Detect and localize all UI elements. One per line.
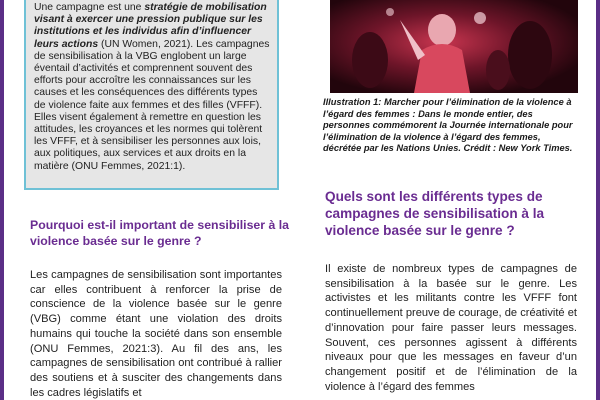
paragraph: Il existe de nombreux types de campagnes de sensibilisation à la basée sur le genre. Les activistes et les militants contre les VFFF font continuellement preuve de courage, de créativité et d’innovation pour faire passer leurs messages. Souvent, ces personnes agissent à différents niveaux pour que les messages en faveur d’un changement positif et de l’élimination de la violence à l’égard des femmes	[325, 263, 577, 393]
caption-label: Illustration 1	[323, 97, 379, 107]
definition-rest: (UN Women, 2021). Les campagnes de sensibilisation à la VBG englobent un large éventail d’activités et comprennent souvent des efforts pour accroître les connaissances sur les causes et les conséquences des différents types de violence faite aux femmes et des filles (VFFF). Elles visent également à remettre en question les attitudes, les croyances et les normes qui tolèrent les VFFF, et à sensibiliser les personnes aux lois, aux politiques, aux services et aux droits en la matière (ONU Femmes, 2021:1).	[34, 38, 270, 172]
illustration-caption	[323, 97, 581, 155]
body-text-types	[325, 262, 577, 394]
definition-intro: Une campagne est une	[34, 2, 145, 13]
section-heading-importance: Pourquoi est-il important de sensibiliser à la violence basée sur le genre ?	[30, 218, 289, 248]
caption-text: : Marcher pour l’élimination de la violence à l’égard des femmes : Dans le monde entier, des personnes commémorent la Journée internationale pour l’élimination de la violence à l’égard des femmes, décrétée par les Nations Unies. Crédit : New York Times.	[323, 97, 573, 154]
definition-box	[24, 0, 279, 190]
section-heading-types: Quels sont les différents types de campagnes de sensibilisation à la violence basée sur le genre ?	[325, 189, 545, 238]
illustration-photo	[330, 0, 578, 93]
paragraph: Les campagnes de sensibilisation sont importantes car elles contribuent à renforcer la prise de conscience de la violence basée sur le genre (VBG) comme étant une violation des droits humains qui touche la société dans son ensemble (ONU Femmes, 2021:3). Au fil des ans, les campagnes de sensibilisation ont contribué à rallier des soutiens et à susciter des changements dans les cadres législatifs et	[30, 269, 282, 399]
definition-bold: stratégie de mobilisation visant à exercer une pression publique sur les institutions et les individus afin d’influencer leurs actions	[34, 2, 267, 50]
body-text-importance	[30, 268, 282, 400]
